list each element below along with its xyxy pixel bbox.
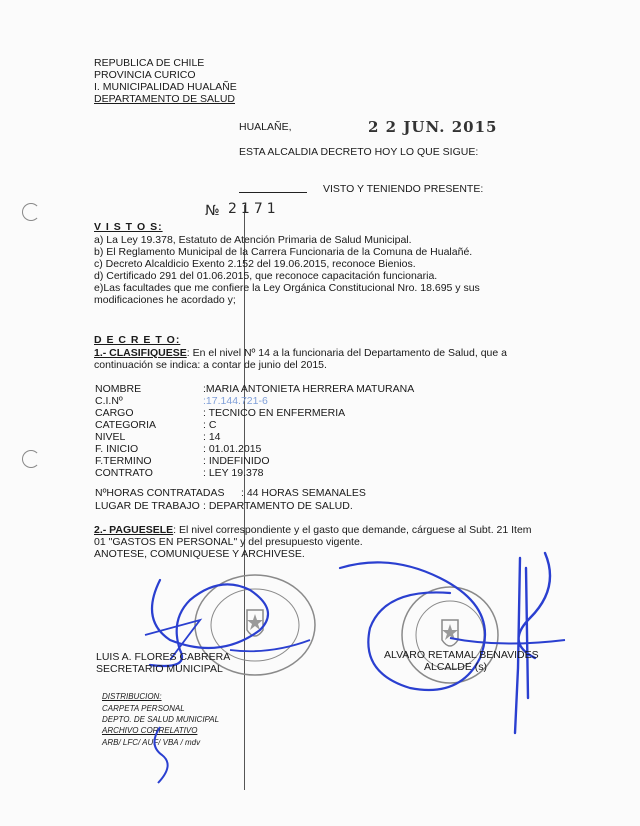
workplace-value: : DEPARTAMENTO DE SALUD.	[203, 500, 353, 512]
row-value: :MARIA ANTONIETA HERRERA MATURANA	[203, 383, 415, 395]
secretary-name: LUIS A. FLORES CABRERA	[96, 651, 231, 663]
employee-row	[95, 395, 415, 407]
distribution-item: ARCHIVO CORRELATIVO	[102, 726, 198, 735]
vistos-item: c) Decreto Alcaldicio Exento 2.152 del 19.06.2015, reconoce Bienios.	[94, 258, 416, 270]
distribution-item: DEPTO. DE SALUD MUNICIPAL	[102, 715, 220, 724]
decreto-paragraph	[94, 347, 507, 359]
pen-mark	[140, 725, 180, 785]
row-label: CONTRATO	[95, 467, 153, 479]
decreto-text: : En el nivel Nº 14 a la funcionaria del Departamento de Salud, que a	[186, 347, 507, 359]
employee-row	[95, 383, 415, 395]
employee-row	[95, 407, 415, 419]
vistos-title: V I S T O S:	[94, 221, 163, 233]
vistos-item: b) El Reglamento Municipal de la Carrera Funcionaria de la Comuna de Hualañé.	[94, 246, 473, 258]
row-label: C.I.Nº	[95, 395, 123, 407]
row-label: NOMBRE	[95, 383, 142, 395]
secretary-title: SECRETARIO MUNICIPAL	[96, 663, 223, 675]
row-label: F.TERMINO	[95, 455, 152, 467]
row-value: : 01.01.2015	[203, 443, 262, 455]
header-line: PROVINCIA CURICO	[94, 69, 196, 81]
row-label: F. INICIO	[95, 443, 139, 455]
blank-line	[239, 192, 307, 193]
decreto-title: D E C R E T O:	[94, 334, 181, 346]
row-value: : INDEFINIDO	[203, 455, 270, 467]
employee-row	[95, 455, 415, 467]
hours-label: NºHORAS CONTRATADAS	[95, 487, 225, 499]
vistos-item: modificaciones he acordado y;	[94, 294, 236, 306]
pague-paragraph	[94, 524, 532, 536]
row-value: : LEY 19.378	[203, 467, 264, 479]
distribution-title: DISTRIBUCION:	[102, 692, 162, 701]
decree-intro: ESTA ALCALDIA DECRETO HOY LO QUE SIGUE:	[239, 146, 479, 158]
header-line: REPUBLICA DE CHILE	[94, 57, 205, 69]
header-department: DEPARTAMENTO DE SALUD	[94, 93, 236, 105]
row-value: : 14	[203, 431, 221, 443]
vistos-item: e)Las facultades que me confiere la Ley Orgánica Constitucional Nro. 18.695 y sus	[94, 282, 480, 294]
punch-hole	[22, 450, 40, 468]
distribution-initials: ARB/ LFC/ AUF/ VBA / mdv	[102, 738, 201, 747]
employee-row	[95, 467, 415, 479]
row-value-ci: :17.144.721-6	[203, 395, 268, 407]
header-line: I. MUNICIPALIDAD HUALAÑE	[94, 81, 237, 93]
row-label: NIVEL	[95, 431, 126, 443]
city: HUALAÑE,	[239, 121, 292, 133]
decreto-line2: continuación se indica: a contar de junio del 2015.	[94, 359, 327, 371]
vistos-item: a) La Ley 19.378, Estatuto de Atención Primaria de Salud Municipal.	[94, 234, 412, 246]
closing-line: ANOTESE, COMUNIQUESE Y ARCHIVESE.	[94, 548, 305, 560]
signature-right	[330, 548, 570, 738]
row-label: CARGO	[95, 407, 134, 419]
punch-hole	[22, 203, 40, 221]
employee-row	[95, 431, 415, 443]
employee-row	[95, 419, 415, 431]
pague-text: : El nivel correspondiente y el gasto que demande, cárguese al Subt. 21 Item	[173, 524, 532, 536]
paguesele-label: 2.- PAGUESELE	[94, 524, 174, 536]
hours-value: : 44 HORAS SEMANALES	[241, 487, 366, 499]
pague-line2: 01 "GASTOS EN PERSONAL" y del presupuesto vigente.	[94, 536, 363, 548]
date-stamp: 2 2 JUN. 2015	[368, 118, 498, 136]
row-value: : C	[203, 419, 217, 431]
row-label: CATEGORIA	[95, 419, 157, 431]
clasifiquese-label: 1.- CLASIFIQUESE	[94, 347, 187, 359]
row-value: : TECNICO EN ENFERMERIA	[203, 407, 346, 419]
mayor-name: ALVARO RETAMAL BENAVIDES	[384, 649, 539, 661]
mayor-title: ALCALDE (s)	[424, 661, 488, 673]
employee-table	[95, 383, 415, 483]
employee-row	[95, 443, 415, 455]
distribution-item: CARPETA PERSONAL	[102, 704, 185, 713]
vistos-item: d) Certificado 291 del 01.06.2015, que reconoce capacitación funcionaria.	[94, 270, 438, 282]
visto-line: VISTO Y TENIENDO PRESENTE:	[323, 183, 484, 195]
decree-number: 2171	[228, 201, 280, 217]
workplace-label: LUGAR DE TRABAJO	[95, 500, 200, 512]
hand-mark: №	[205, 203, 224, 219]
